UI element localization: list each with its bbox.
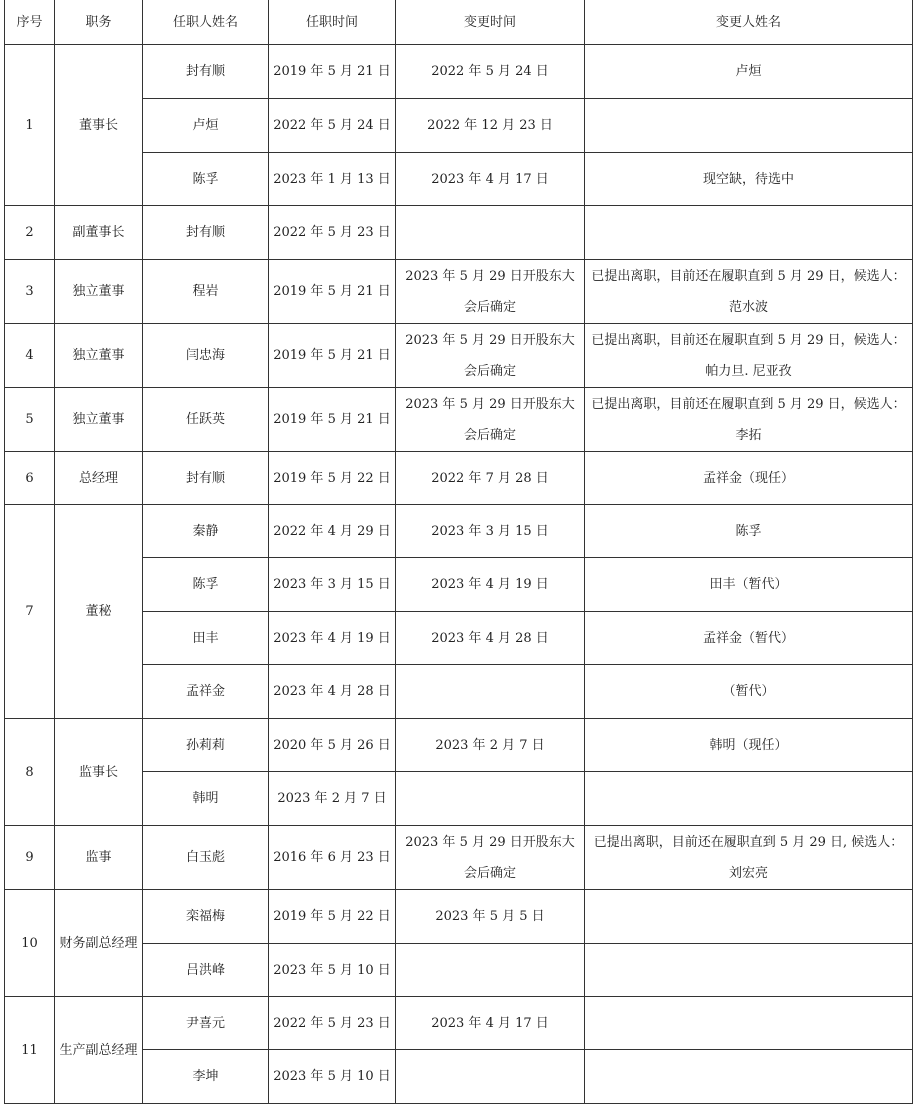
cell-start-date: 2023 年 4 月 28 日 [269,665,396,719]
cell-change-date: 2023 年 3 月 15 日 [396,505,585,558]
header-position: 职务 [55,0,143,45]
cell-replacement: 已提出离职，目前还在履职直到 5 月 29 日，候选人：范水波 [585,260,913,324]
cell-start-date: 2019 年 5 月 21 日 [269,45,396,99]
cell-person-name: 闫忠海 [143,324,269,388]
header-start-date: 任职时间 [269,0,396,45]
cell-person-name: 白玉彪 [143,826,269,890]
cell-start-date: 2023 年 5 月 10 日 [269,944,396,997]
cell-replacement [585,890,913,944]
cell-person-name: 孟祥金 [143,665,269,719]
cell-replacement: 韩明（现任） [585,719,913,772]
cell-person-name: 栾福梅 [143,890,269,944]
cell-serial-no: 3 [5,260,55,324]
cell-change-date: 2023 年 5 月 5 日 [396,890,585,944]
cell-replacement: 卢烜 [585,45,913,99]
cell-change-date [396,944,585,997]
cell-person-name: 陈孚 [143,153,269,206]
cell-person-name: 秦静 [143,505,269,558]
header-change-date: 变更时间 [396,0,585,45]
cell-change-date: 2023 年 5 月 29 日开股东大会后确定 [396,826,585,890]
table-row [5,388,913,452]
cell-serial-no: 1 [5,45,55,206]
cell-start-date: 2023 年 2 月 7 日 [269,772,396,826]
cell-serial-no: 10 [5,890,55,997]
cell-replacement: 孟祥金（现任） [585,452,913,505]
table-body [5,45,913,1104]
table-row [5,452,913,505]
cell-start-date: 2020 年 5 月 26 日 [269,719,396,772]
cell-serial-no: 11 [5,997,55,1104]
cell-position: 副董事长 [55,206,143,260]
cell-person-name: 程岩 [143,260,269,324]
cell-position: 财务副总经理 [55,890,143,997]
cell-replacement: 已提出离职，目前还在履职直到 5 月 29 日，候选人：李拓 [585,388,913,452]
cell-start-date: 2019 年 5 月 21 日 [269,388,396,452]
cell-start-date: 2022 年 4 月 29 日 [269,505,396,558]
cell-position: 董秘 [55,505,143,719]
cell-position: 生产副总经理 [55,997,143,1104]
table-row [5,45,913,99]
cell-serial-no: 9 [5,826,55,890]
cell-replacement: 孟祥金（暂代） [585,612,913,665]
cell-person-name: 韩明 [143,772,269,826]
cell-change-date: 2023 年 5 月 29 日开股东大会后确定 [396,324,585,388]
cell-person-name: 封有顺 [143,45,269,99]
cell-serial-no: 7 [5,505,55,719]
cell-start-date: 2019 年 5 月 21 日 [269,324,396,388]
cell-person-name: 任跃英 [143,388,269,452]
cell-position: 董事长 [55,45,143,206]
header-name: 任职人姓名 [143,0,269,45]
cell-serial-no: 8 [5,719,55,826]
cell-person-name: 卢烜 [143,99,269,153]
cell-serial-no: 2 [5,206,55,260]
cell-position: 监事 [55,826,143,890]
cell-serial-no: 6 [5,452,55,505]
cell-change-date: 2023 年 5 月 29 日开股东大会后确定 [396,260,585,324]
cell-change-date: 2022 年 7 月 28 日 [396,452,585,505]
cell-change-date [396,206,585,260]
cell-person-name: 李坤 [143,1050,269,1104]
cell-start-date: 2023 年 1 月 13 日 [269,153,396,206]
cell-position: 独立董事 [55,260,143,324]
cell-change-date: 2023 年 4 月 17 日 [396,997,585,1050]
cell-start-date: 2023 年 4 月 19 日 [269,612,396,665]
header-replacement: 变更人姓名 [585,0,913,45]
cell-person-name: 封有顺 [143,452,269,505]
cell-replacement: 已提出离职，目前还在履职直到 5 月 29 日, 候选人：刘宏亮 [585,826,913,890]
cell-position: 独立董事 [55,324,143,388]
personnel-change-table [4,0,913,1104]
cell-replacement [585,99,913,153]
cell-replacement: 陈孚 [585,505,913,558]
table-row [5,206,913,260]
cell-change-date [396,665,585,719]
cell-start-date: 2022 年 5 月 23 日 [269,997,396,1050]
cell-start-date: 2022 年 5 月 23 日 [269,206,396,260]
cell-position: 独立董事 [55,388,143,452]
cell-position: 总经理 [55,452,143,505]
cell-position: 监事长 [55,719,143,826]
cell-change-date [396,1050,585,1104]
table-row [5,324,913,388]
table-row [5,826,913,890]
cell-person-name: 田丰 [143,612,269,665]
table-row [5,997,913,1050]
cell-change-date: 2023 年 4 月 19 日 [396,558,585,612]
cell-start-date: 2022 年 5 月 24 日 [269,99,396,153]
cell-person-name: 陈孚 [143,558,269,612]
cell-change-date: 2023 年 4 月 28 日 [396,612,585,665]
cell-start-date: 2023 年 5 月 10 日 [269,1050,396,1104]
cell-replacement [585,772,913,826]
table-row [5,890,913,944]
cell-start-date: 2023 年 3 月 15 日 [269,558,396,612]
cell-replacement [585,944,913,997]
cell-start-date: 2019 年 5 月 21 日 [269,260,396,324]
cell-start-date: 2016 年 6 月 23 日 [269,826,396,890]
cell-replacement [585,206,913,260]
cell-person-name: 孙莉莉 [143,719,269,772]
cell-change-date: 2022 年 12 月 23 日 [396,99,585,153]
cell-change-date: 2022 年 5 月 24 日 [396,45,585,99]
personnel-change-table-container [4,0,912,1104]
cell-person-name: 尹喜元 [143,997,269,1050]
cell-person-name: 封有顺 [143,206,269,260]
cell-person-name: 吕洪峰 [143,944,269,997]
cell-change-date: 2023 年 4 月 17 日 [396,153,585,206]
table-row [5,505,913,558]
table-row [5,719,913,772]
table-row [5,260,913,324]
cell-replacement: （暂代） [585,665,913,719]
cell-replacement: 现空缺，待选中 [585,153,913,206]
cell-change-date [396,772,585,826]
cell-replacement: 田丰（暂代） [585,558,913,612]
cell-serial-no: 5 [5,388,55,452]
cell-replacement [585,1050,913,1104]
header-row [5,0,913,45]
cell-replacement: 已提出离职，目前还在履职直到 5 月 29 日，候选人：帕力旦. 尼亚孜 [585,324,913,388]
cell-change-date: 2023 年 5 月 29 日开股东大会后确定 [396,388,585,452]
cell-change-date: 2023 年 2 月 7 日 [396,719,585,772]
cell-serial-no: 4 [5,324,55,388]
cell-start-date: 2019 年 5 月 22 日 [269,890,396,944]
cell-replacement [585,997,913,1050]
cell-start-date: 2019 年 5 月 22 日 [269,452,396,505]
header-no: 序号 [5,0,55,45]
